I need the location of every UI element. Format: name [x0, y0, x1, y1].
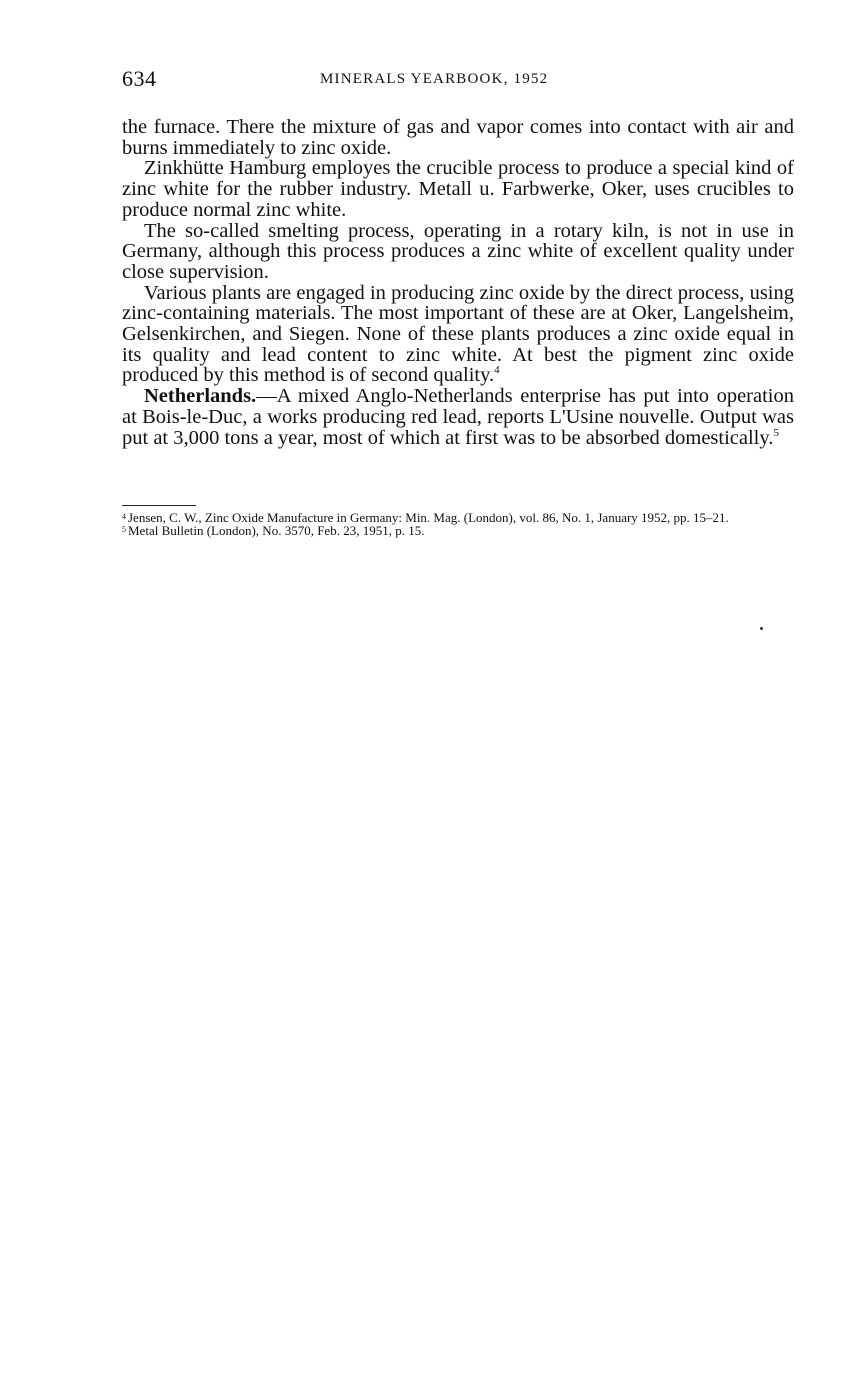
- footnotes: [122, 512, 794, 537]
- footnote-mark: 4: [122, 512, 126, 521]
- footnote-divider: [122, 505, 196, 506]
- footnote-text: Metal Bulletin (London), No. 3570, Feb. 23, 1951, p. 15.: [128, 522, 425, 538]
- page-number: 634: [122, 66, 157, 91]
- paragraph-continued: [122, 117, 794, 158]
- footnote-mark: 5: [122, 524, 126, 534]
- running-head: MINERALS YEARBOOK, 1952: [320, 71, 549, 87]
- paragraph-smelting-process: [122, 221, 794, 283]
- page-header: [122, 66, 794, 96]
- body-text: [122, 117, 794, 448]
- paragraph-text: the furnace. There the mixture of gas and vapor comes into contact with air and burns immediately to zinc oxide.: [122, 116, 794, 159]
- paragraph-netherlands: [122, 386, 794, 448]
- paragraph-direct-process: [122, 283, 794, 387]
- footnote-5: [122, 522, 794, 538]
- paragraph-text: The so-called smelting process, operating in a rotary kiln, is not in use in Germany, although this process produces a zinc white of excellent quality under close supervision.: [122, 219, 794, 283]
- paragraph-text: Various plants are engaged in producing zinc oxide by the direct process, using zinc-containing materials. The most important of these are at Oker, Langelsheim, Gelsenkirchen, and Siegen. None of these plants produces a zinc oxide equal in its quality and lead content to zinc white. At best the pigment zinc oxide produced by this method is of second quality.: [122, 281, 794, 387]
- section-lead-netherlands: Netherlands.: [144, 385, 257, 408]
- footnote-ref-4: 4: [494, 364, 500, 377]
- footnote-text: Jensen, C. W., Zinc Oxide Manufacture in Germany: Min. Mag. (London), vol. 86, No. 1, January 1952, pp. 15–21.: [128, 510, 729, 525]
- scan-speck: [760, 627, 763, 630]
- paragraph-zinkhutte: [122, 158, 794, 220]
- footnote-ref-5: 5: [773, 426, 779, 439]
- paragraph-text: —A mixed Anglo-Netherlands enterprise has put into operation at Bois-le-Duc, a works producing red lead, reports L'Usine nouvelle. Output was put at 3,000 tons a year, most of which at first was to be absorbed domestically.: [122, 385, 794, 449]
- paragraph-text: Zinkhütte Hamburg employes the crucible process to produce a special kind of zinc white for the rubber industry. Metall u. Farbwerke, Oker, uses crucibles to produce normal zinc white.: [122, 157, 794, 221]
